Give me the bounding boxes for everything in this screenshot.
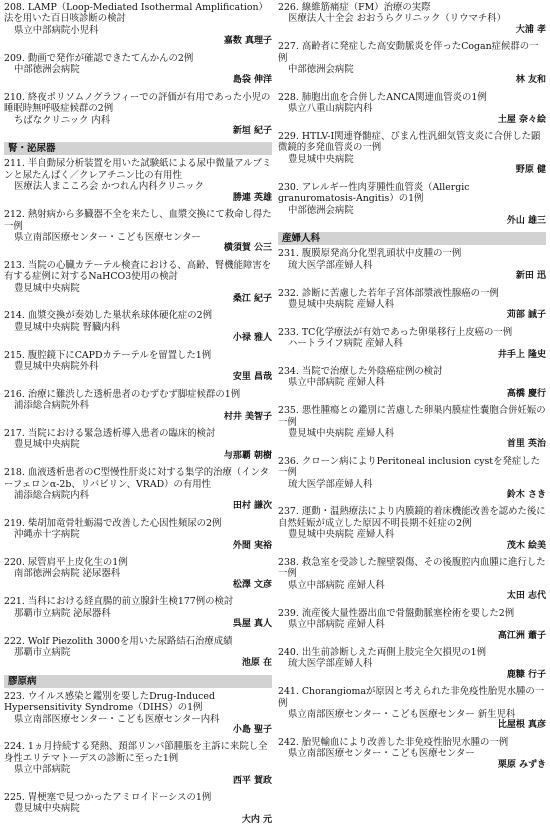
entry-title: 232. 診断に苦慮した若年子宮体部漿液性腺癌の一例 [278,287,499,299]
entry-author: 松澤 文彦 [232,579,272,590]
entry-author: 鹿糠 行子 [506,669,546,680]
entry-affiliation: 豊見城中央病院外科 [14,360,99,372]
entry-author: 与那覇 朝樹 [223,450,272,461]
entry-author: 大浦 孝 [515,24,546,35]
entry-affiliation: 沖縄赤十字病院 [14,529,80,541]
abstract-entry [4,2,272,48]
entry-title: 212. 熱射病から多臓器不全を来たし、血漿交換にて救命し得た一例 [4,209,272,232]
entry-author: 茂木 絵美 [506,540,546,551]
entry-title: 242. 胎児輸血により改善した非免疫性胎児水腫の一例 [278,736,509,748]
entry-author: 西平 賀政 [232,775,272,786]
entry-author: 栗原 みずき [497,759,546,770]
entry-author: 小禄 雅人 [232,333,272,344]
entry-author: 外間 実裕 [232,540,272,551]
entry-author: 呉屋 真人 [232,619,272,630]
entry-author: 野原 健 [515,165,546,176]
entry-author: 比屋根 真彦 [497,720,546,731]
entry-affiliation: 琉大医学部産婦人科 [288,259,373,271]
abstract-entry [4,518,272,552]
entry-title: 225. 胃梗塞で見つかったアミロイドーシスの1例 [4,791,212,803]
entry-affiliation: 県立中部病院 産婦人科 [288,619,385,631]
entry-author: 新垣 紀子 [232,126,272,137]
entry-title: 236. クローン病によりPeritoneal inclusion cystを発症した一例 [278,455,540,479]
abstract-entry [4,741,272,787]
entry-title: 217. 当院における緊急透析導入患者の臨床的検討 [4,428,216,439]
entry-author: 新田 迅 [515,271,546,282]
abstract-entry [278,2,546,36]
entry-affiliation: 豊見城中央病院 [14,439,80,451]
entry-title: 235. 悪性腫瘍との鑑別に苦慮した卵巣内膜症性嚢胞合併妊娠の一例 [278,405,546,428]
abstract-entry [278,557,546,603]
entry-affiliation: 豊見城中央病院 [14,803,80,815]
abstract-entry [4,636,272,670]
section-heading: 産婦人科 [278,232,546,245]
entry-affiliation: ハートライフ病院 産婦人科 [288,338,403,350]
entry-author: 外山 雄三 [506,215,546,226]
entry-affiliation: 浦添総合病院外科 [14,400,90,412]
left-column [4,2,275,825]
entry-title: 237. 運動・温熱療法により内膜鏡的着床機能改善を認めた後に自然妊娠が成立した原因不明長期不妊症の2例 [278,506,546,529]
abstract-entry [278,131,546,177]
entry-affiliation: 豊見城中央病院 産婦人科 [288,529,395,541]
abstract-entry [278,647,546,681]
entry-title: 229. HTLV-I関連脊髄症、びまん性汎細気管支炎に合併した顕微鏡的多発血管炎の一例 [278,131,541,154]
entry-affiliation: 豊見城中央病院 [14,282,80,294]
section-heading: 膠原病 [4,675,272,688]
entry-affiliation: 県立南部医療センター・こども医療センター内科 [14,713,220,725]
entry-author: 桑江 紀子 [232,293,272,304]
abstract-entry [4,389,272,423]
abstract-entry [278,366,546,400]
entry-affiliation: 県立中部病院 産婦人科 [288,377,385,389]
entry-title: 221. 当科における経直腸的前立腺針生検177例の検討 [4,596,234,608]
abstract-entry [4,158,272,204]
entry-affiliation: 那覇市立病院 泌尿器科 [14,607,111,619]
entry-title: 227. 高齢者に発症した高安動脈炎を伴ったCogan症候群の一例 [278,41,539,64]
abstract-entry [278,456,546,502]
entry-title: 231. 腹膜原発高分化型乳頭状中皮腫の一例 [278,248,462,260]
entry-author: 林 友和 [515,75,546,86]
entry-title: 219. 柴胡加竜骨牡蛎湯で改善した心因性頻尿の2例 [4,517,222,529]
entry-author: 村井 美智子 [223,411,272,422]
abstract-entry [4,310,272,344]
entry-author: 大内 元 [241,814,272,825]
abstract-entry [278,182,546,228]
entry-title: 239. 流産後大量性器出血で骨盤動脈塞栓術を要した2例 [278,607,515,619]
right-column [275,2,546,770]
entry-title: 208. LAMP（Loop-Mediated Isothermal Amplification）法を用いた百日咳診断の検討 [4,2,268,25]
entry-affiliation: 県立中部病院 産婦人科 [288,579,385,591]
entry-affiliation: 琉大医学部産婦人科 [288,478,373,490]
entry-affiliation: 県立南部医療センター・こども医療センター 新生児科 [288,708,516,720]
abstract-entry [278,608,546,642]
entry-author: 田村 謙次 [232,501,272,512]
entry-affiliation: 豊見城中央病院 産婦人科 [288,298,395,310]
entry-title: 226. 線維筋痛症（FM）治療の実際 [278,2,431,13]
entry-title: 215. 腹腔鏡下にCAPDカテーテルを留置した1例 [4,349,212,361]
entry-title: 218. 血液透析患者のC型慢性肝炎に対する集学的治療（インターフェロンα-2b、リバビリン、VRAD）の有用性 [4,467,270,490]
abstract-entry [4,428,272,462]
entry-author: 井手上 隆史 [497,349,546,360]
entry-affiliation: 琉大医学部産婦人科 [288,658,373,670]
abstract-entry [4,53,272,87]
entry-title: 222. Wolf Piezolith 3000を用いた尿路結石治療成績 [4,635,233,647]
entry-affiliation: 浦添総合病院内科 [14,490,90,502]
entry-affiliation: 中部徳洲会病院 [288,204,354,216]
entry-author: 高江洲 蕭子 [497,630,546,641]
entry-affiliation: 県立南部医療センター・こども医療センター [288,748,475,760]
entry-author: 安里 昌哉 [232,372,272,383]
abstract-entry [4,691,272,737]
section-heading: 腎・泌尿器 [4,142,272,155]
entry-affiliation: 県立中部病院 [14,764,71,776]
entry-title: 230. アレルギー性肉芽腫性血管炎（Allergic granuromatosis-Angitis）の1例 [278,181,470,205]
entry-author: 嘉数 真理子 [223,36,272,47]
entry-title: 233. TC化学療法が有効であった卵巣移行上皮癌の一例 [278,326,513,338]
entry-title: 228. 肺胞出血を合併したANCA関連血管炎の1例 [278,91,487,103]
entry-author: 高橋 慶行 [506,388,546,399]
entry-affiliation: 中部徳洲会病院 [14,64,80,76]
entry-title: 224. 1ヵ月持続する発熱、頚部リンパ節腫脹を主訴に来院し全身性エリテマトーデスの診断に至った1例 [4,741,268,764]
entry-title: 211. 半自動尿分析装置を用いた試験紙による尿中微量アルブミンと尿たんぱく／クレアチニン比の有用性 [4,158,272,181]
abstract-entry [278,248,546,282]
entry-title: 216. 治療に難渋した透析患者のむずむず脚症候群の1例 [4,388,241,400]
entry-title: 220. 尿管肩平上皮化生の1例 [4,557,128,569]
entry-title: 238. 救急室を受診した膣壁裂傷、その後腹腔内血腫に進行した一例 [278,557,546,580]
entry-affiliation: 医療法人十全会 おおうらクリニック（リウマチ科） [288,13,507,25]
entry-affiliation: 医療法人まこころ会 かつれん内科クリニック [14,181,204,193]
entry-author: 勝連 英雄 [232,192,272,203]
abstract-entry [4,557,272,591]
entry-affiliation: 県立南部医療センター・こども医療センター [14,231,201,243]
entry-affiliation: 那覇市立病院 [14,646,71,658]
abstract-entry [278,92,546,126]
entry-author: 小島 聖子 [232,724,272,735]
entry-author: 太田 志代 [506,591,546,602]
abstract-entry [278,686,546,732]
entry-author: 島袋 伸洋 [232,75,272,86]
entry-title: 240. 出生前診断しえた両側上肢完全欠損児の1例 [278,646,486,658]
abstract-entry [278,737,546,771]
entry-author: 鈴木 さき [506,490,546,501]
abstract-entry [4,596,272,630]
entry-title: 241. Chorangiomaが原因と考えられた非免疫性胎児水腫の一例 [278,686,545,709]
entry-title: 209. 動画で発作が確認できたてんかんの2例 [4,52,194,64]
abstract-entry [4,350,272,384]
entry-author: 池原 在 [241,658,272,669]
abstract-entry [4,92,272,138]
entry-title: 214. 血漿交換が奏効した巣状糸球体硬化症の2例 [4,310,212,322]
abstract-entry [4,792,272,826]
abstract-entry [278,327,546,361]
entry-affiliation: 豊見城中央病院 [288,153,354,165]
entry-affiliation: 豊見城中央病院 産婦人科 [288,428,395,439]
entry-affiliation: ちばなクリニック 内科 [14,114,111,126]
entry-affiliation: 県立中部病院小児科 [14,24,99,36]
abstract-entry [278,288,546,322]
abstract-entry [278,405,546,451]
entry-author: 土屋 奈々絵 [497,114,546,125]
entry-affiliation: 中部徳洲会病院 [288,64,354,76]
entry-title: 210. 終夜ポリソムノグラフィーでの評価が有用であった小児の睡眠時無呼吸症候群の2例 [4,91,271,115]
abstract-entry [278,41,546,87]
abstract-entry [278,506,546,552]
abstract-entry [4,209,272,255]
entry-affiliation: 豊見城中央病院 腎臓内科 [14,321,121,333]
entry-author: 横須賀 公三 [223,243,272,254]
entry-author: 首里 英治 [506,439,546,450]
abstract-entry [4,467,272,513]
entry-affiliation: 南部徳洲会病院 泌尿器科 [14,568,121,580]
entry-title: 223. ウイルス感染と鑑別を要したDrug-Induced Hypersensitivity Syndrome（DIHS）の1例 [4,690,215,714]
entry-author: 苅部 誠子 [506,310,546,321]
entry-title: 234. 当院で治療した外陰癌症例の検討 [278,365,443,377]
abstract-entry [4,260,272,306]
entry-affiliation: 県立八重山病院内科 [288,103,373,115]
entry-title: 213. 当院の心臓カテーテル検査における、高齢、腎機能障害を有する症例に対するNaHCO3使用の検討 [4,259,272,283]
